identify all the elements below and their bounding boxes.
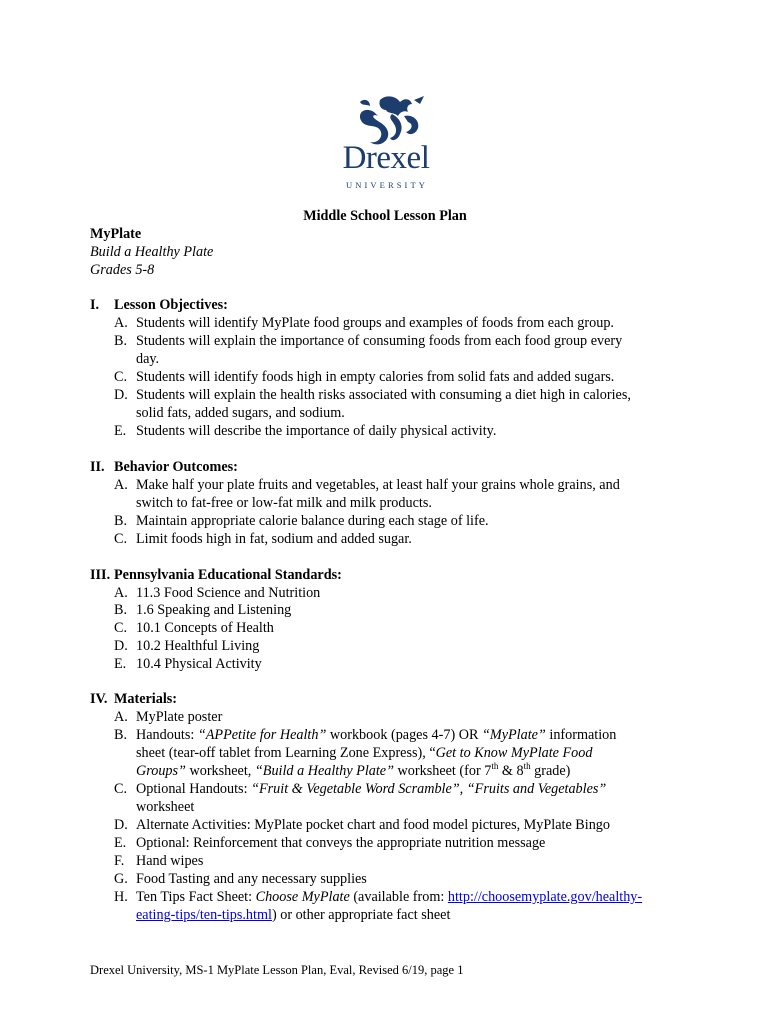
text-run: ) or other appropriate fact sheet [271, 907, 451, 923]
section-heading: Materials: [114, 691, 178, 707]
item-letter: D. [114, 387, 128, 403]
list-item: 10.4 Physical Activity [136, 656, 262, 672]
text-run: worksheet, [185, 763, 255, 779]
lesson-grades: Grades 5-8 [90, 262, 155, 278]
item-letter: E. [114, 656, 127, 672]
text-run: sheet (tear-off tablet from Learning Zone Express), “ [136, 745, 436, 761]
item-letter: F. [114, 853, 125, 869]
section-number: III. [90, 567, 111, 583]
list-item: Maintain appropriate calorie balance during each stage of life. [136, 513, 489, 529]
list-item: Limit foods high in fat, sodium and added sugar. [136, 531, 412, 547]
list-item: 10.1 Concepts of Health [136, 620, 274, 636]
page-footer: Drexel University, MS-1 MyPlate Lesson Plan, Eval, Revised 6/19, page 1 [90, 963, 464, 977]
list-item-cont [136, 745, 592, 762]
list-item: Make half your plate fruits and vegetables, at least half your grains whole grains, and [136, 477, 620, 493]
item-letter: A. [114, 709, 128, 725]
text-run: Choose MyPlate [255, 889, 350, 905]
section-heading: Lesson Objectives: [114, 297, 228, 313]
item-letter: C. [114, 531, 128, 547]
text-run: grade) [530, 763, 571, 779]
item-letter: C. [114, 781, 128, 797]
list-item [136, 781, 606, 798]
healthy-eating-link[interactable]: http://choosemyplate.gov/healthy- [447, 889, 643, 905]
item-letter: A. [114, 315, 128, 331]
list-item: 11.3 Food Science and Nutrition [136, 585, 321, 601]
text-run: workbook (pages 4-7) OR [326, 727, 482, 743]
list-item-cont: worksheet [136, 799, 195, 815]
item-letter: B. [114, 333, 128, 349]
list-item: Students will identify foods high in empty calories from solid fats and added sugars. [136, 369, 615, 385]
list-item-cont [136, 907, 450, 924]
item-letter: A. [114, 477, 128, 493]
text-run: Ten Tips Fact Sheet: [136, 889, 256, 905]
list-item: 1.6 Speaking and Listening [136, 602, 292, 618]
text-run: Groups” [136, 763, 186, 779]
superscript: th [491, 761, 499, 771]
item-letter: H. [114, 889, 128, 905]
text-run: Optional Handouts: [136, 781, 252, 797]
page-title: Middle School Lesson Plan [303, 208, 467, 224]
item-letter: C. [114, 369, 128, 385]
section-number: II. [90, 459, 105, 475]
text-run: “MyPlate” [481, 727, 546, 743]
logo-subtitle: UNIVERSITY [346, 180, 428, 190]
item-letter: D. [114, 638, 128, 654]
item-letter: B. [114, 602, 128, 618]
list-item: Students will explain the health risks associated with consuming a diet high in calories, [136, 387, 631, 403]
list-item: Students will describe the importance of daily physical activity. [136, 423, 497, 439]
logo-wordmark: Drexel [342, 140, 430, 176]
superscript: th [523, 761, 531, 771]
section-number: IV. [90, 691, 108, 707]
list-item-cont: solid fats, added sugars, and sodium. [136, 405, 345, 421]
text-run: Handouts: [136, 727, 198, 743]
item-letter: G. [114, 871, 128, 887]
text-run: information [545, 727, 617, 743]
list-item: Food Tasting and any necessary supplies [136, 871, 367, 887]
list-item: Students will identify MyPlate food groups and examples of foods from each group. [136, 315, 614, 331]
list-item [136, 889, 642, 906]
item-letter: B. [114, 727, 128, 743]
list-item: Alternate Activities: MyPlate pocket chart and food model pictures, MyPlate Bingo [136, 817, 610, 833]
text-run: & 8 [498, 763, 524, 779]
ten-tips-link[interactable]: eating-tips/ten-tips.html [136, 907, 272, 923]
lesson-subtitle: Build a Healthy Plate [90, 244, 214, 260]
item-letter: B. [114, 513, 128, 529]
list-item [136, 727, 616, 744]
section-number: I. [90, 297, 100, 313]
item-letter: E. [114, 835, 127, 851]
text-run: “Fruit & Vegetable Word Scramble”, “Fruits and Vegetables” [251, 781, 607, 797]
list-item-cont [136, 763, 570, 780]
section-heading: Pennsylvania Educational Standards: [114, 567, 342, 583]
item-letter: D. [114, 817, 128, 833]
list-item: 10.2 Healthful Living [136, 638, 260, 654]
text-run: “Build a Healthy Plate” [254, 763, 394, 779]
item-letter: E. [114, 423, 127, 439]
text-run: worksheet (for 7 [394, 763, 492, 779]
list-item: Hand wipes [136, 853, 204, 869]
text-run: Get to Know MyPlate Food [435, 745, 593, 761]
text-run: (available from: [349, 889, 448, 905]
text-run: “APPetite for Health” [197, 727, 327, 743]
list-item: MyPlate poster [136, 709, 223, 725]
item-letter: A. [114, 585, 128, 601]
list-item: Students will explain the importance of consuming foods from each food group every [136, 333, 623, 349]
list-item: Optional: Reinforcement that conveys the appropriate nutrition message [136, 835, 546, 851]
list-item-cont: day. [136, 351, 160, 367]
item-letter: C. [114, 620, 128, 636]
lesson-name: MyPlate [90, 226, 142, 242]
section-heading: Behavior Outcomes: [114, 459, 238, 475]
list-item-cont: switch to fat-free or low-fat milk and milk products. [136, 495, 432, 511]
